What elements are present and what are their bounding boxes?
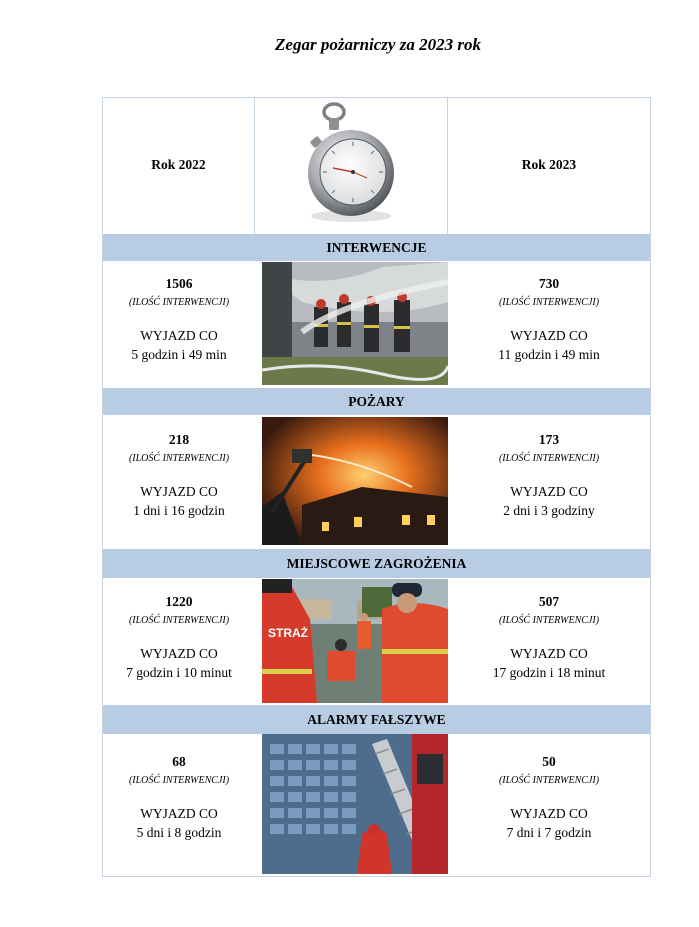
flood-rescue-photo (262, 579, 448, 703)
stopwatch-icon (255, 98, 447, 234)
count-note: (ILOŚĆ INTERWENCJI) (128, 453, 230, 464)
stopwatch-cell (255, 98, 448, 234)
stats-2022-cell (103, 415, 255, 549)
intervention-count: 1220 (165, 594, 193, 609)
dispatch-label: WYJAZD CO (140, 484, 218, 499)
intervention-count: 730 (538, 276, 560, 291)
dispatch-interval: 2 dni i 3 godziny (503, 503, 595, 518)
burning-house-photo (262, 417, 448, 545)
dispatch-interval: 7 dni i 7 godzin (506, 825, 592, 840)
stats-2023-cell (448, 415, 650, 549)
dispatch-label: WYJAZD CO (510, 328, 588, 343)
count-note: (ILOŚĆ INTERWENCJI) (498, 297, 600, 308)
dispatch-label: WYJAZD CO (510, 646, 588, 661)
count-note: (ILOŚĆ INTERWENCJI) (498, 775, 600, 786)
stats-2023-cell (448, 261, 650, 388)
dispatch-interval: 11 godzin i 49 min (498, 347, 600, 362)
count-note: (ILOŚĆ INTERWENCJI) (128, 615, 230, 626)
stats-2022-cell (103, 261, 255, 388)
fire-clock-table (102, 97, 651, 877)
stats-2022-cell (103, 578, 255, 705)
section-heading: INTERWENCJE (103, 234, 650, 261)
dispatch-interval: 1 dni i 16 godzin (133, 503, 225, 518)
intervention-count: 218 (168, 432, 190, 447)
section-heading: POŻARY (103, 388, 650, 415)
count-note: (ILOŚĆ INTERWENCJI) (498, 615, 600, 626)
stats-2023-cell (448, 734, 650, 876)
intervention-count: 507 (538, 594, 560, 609)
dispatch-interval: 17 godzin i 18 minut (492, 665, 606, 680)
stats-2022-cell (103, 734, 255, 876)
dispatch-interval: 5 dni i 8 godzin (136, 825, 222, 840)
intervention-count: 173 (538, 432, 560, 447)
header-row (103, 98, 650, 234)
year-2023-cell (448, 98, 650, 234)
year-2022-cell (103, 98, 255, 234)
year-2023-label: Rok 2023 (521, 157, 577, 172)
count-note: (ILOŚĆ INTERWENCJI) (498, 453, 600, 464)
dispatch-label: WYJAZD CO (140, 806, 218, 821)
dispatch-label: WYJAZD CO (510, 484, 588, 499)
section-heading: ALARMY FAŁSZYWE (103, 705, 650, 734)
dispatch-label: WYJAZD CO (140, 328, 218, 343)
intervention-count: 1506 (165, 276, 193, 291)
dispatch-interval: 5 godzin i 49 min (131, 347, 227, 362)
page-title: Zegar pożarniczy za 2023 rok (275, 35, 481, 54)
section-heading: MIEJSCOWE ZAGROŻENIA (103, 549, 650, 578)
straz-patch-text: STRAŻ (268, 626, 308, 640)
count-note: (ILOŚĆ INTERWENCJI) (128, 775, 230, 786)
year-2022-label: Rok 2022 (151, 157, 206, 172)
ladder-truck-photo (262, 734, 448, 874)
stats-2023-cell (448, 578, 650, 705)
intervention-count: 50 (542, 754, 556, 769)
intervention-count: 68 (172, 754, 186, 769)
dispatch-interval: 7 godzin i 10 minut (126, 665, 232, 680)
dispatch-label: WYJAZD CO (140, 646, 218, 661)
firefighters-photo (262, 262, 448, 385)
count-note: (ILOŚĆ INTERWENCJI) (128, 297, 230, 308)
dispatch-label: WYJAZD CO (510, 806, 588, 821)
